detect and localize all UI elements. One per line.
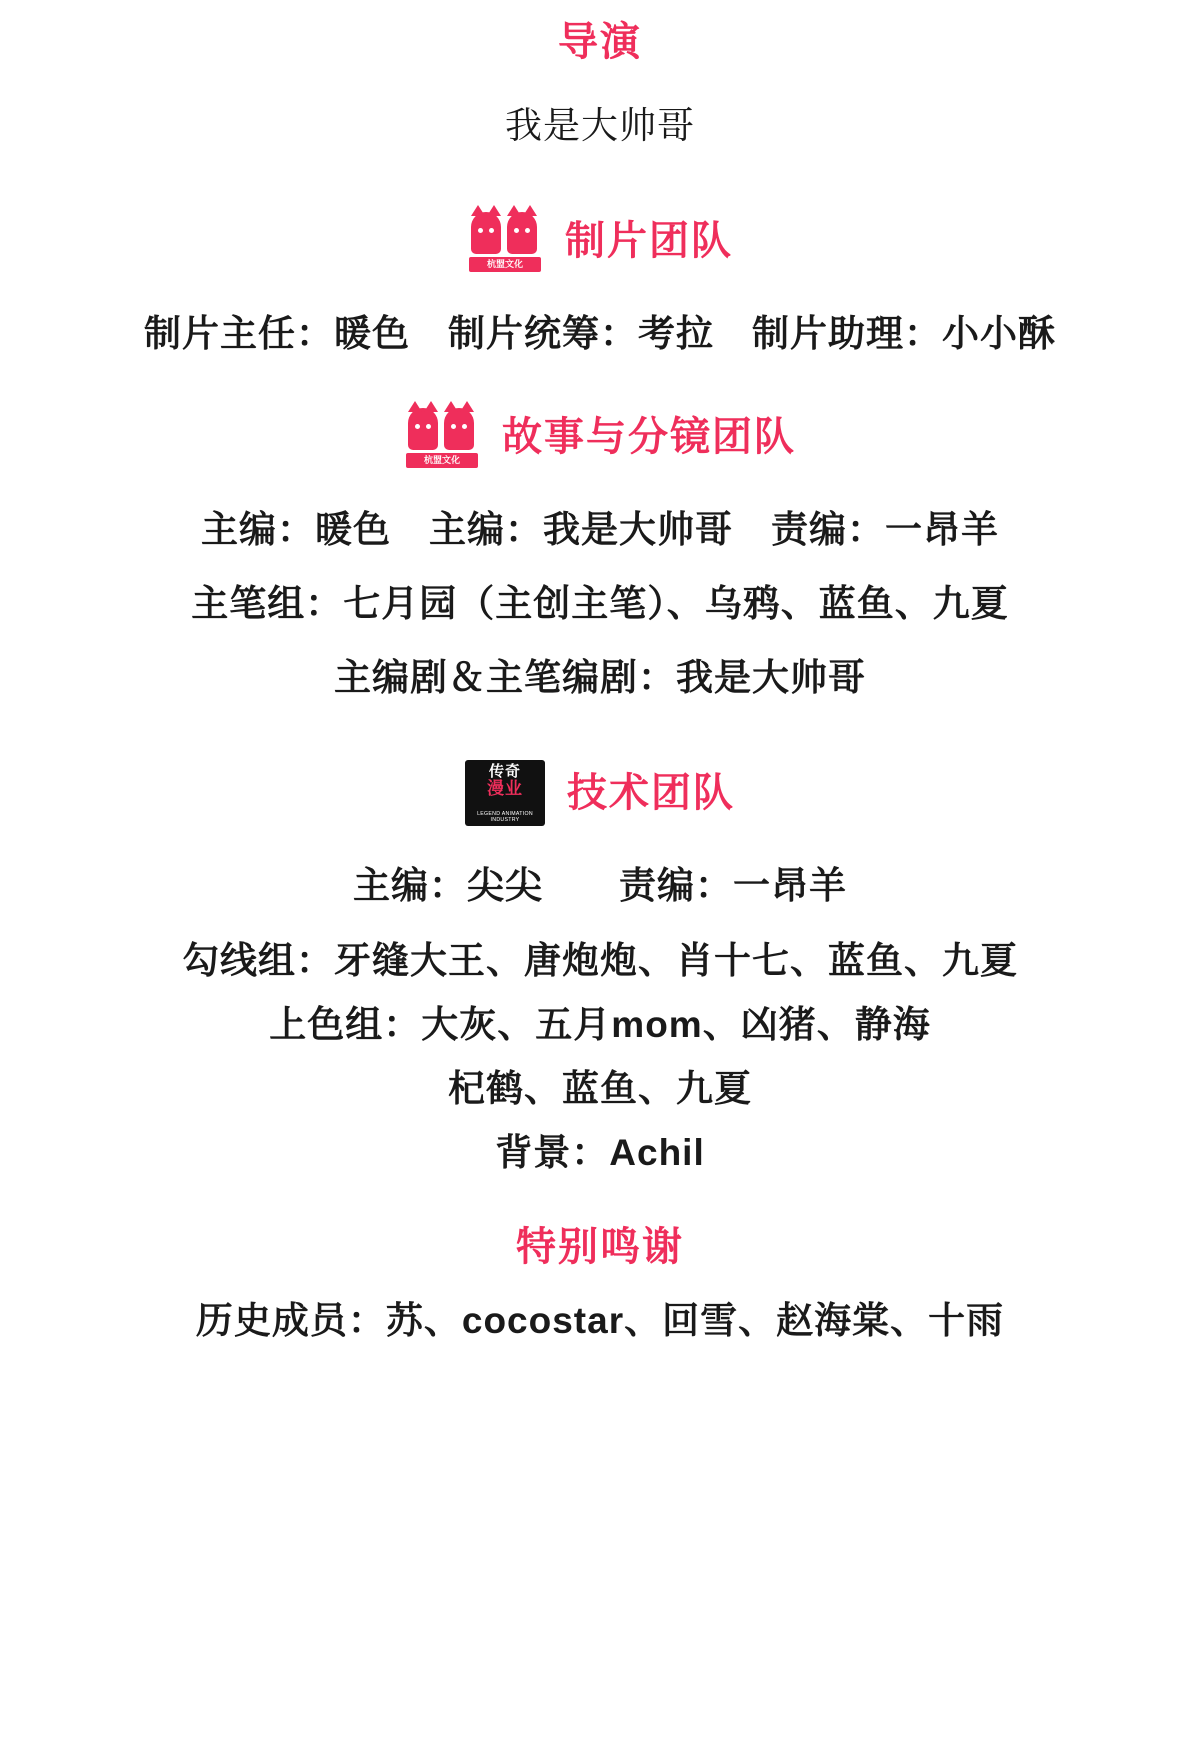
credit-line: 制片主任：暖色 制片统筹：考拉 制片助理：小小酥 xyxy=(144,313,1056,355)
credit-line: 杞鹤、蓝鱼、九夏 xyxy=(448,1067,752,1109)
legend-animation-logo-mid-text: 漫业 xyxy=(487,779,523,799)
section-header-technical-team xyxy=(465,760,735,826)
credit-line: 主编剧＆主笔编剧：我是大帅哥 xyxy=(334,657,866,699)
section-title-special-thanks: 特别鸣谢 xyxy=(516,1224,684,1269)
credit-line: 我是大帅哥 xyxy=(505,105,695,146)
credit-line: 主编：暖色 主编：我是大帅哥 责编：一昂羊 xyxy=(201,509,999,551)
credit-line: 勾线组：牙缝大王、唐炮炮、肖十七、蓝鱼、九夏 xyxy=(182,939,1018,981)
credit-line: 主编：尖尖 责编：一昂羊 xyxy=(353,865,847,907)
credit-line: 主笔组：七月园（主创主笔）、乌鸦、蓝鱼、九夏 xyxy=(191,583,1009,625)
credit-line: 历史成员：苏、cocostar、回雪、赵海棠、十雨 xyxy=(195,1299,1005,1341)
legend-animation-logo-en-text: LEGEND ANIMATION INDUSTRY xyxy=(477,811,533,824)
legend-animation-logo-icon xyxy=(465,760,545,826)
credit-line: 上色组：大灰、五月mom、凶猪、静海 xyxy=(269,1003,931,1045)
section-title-technical-team: 技术团队 xyxy=(567,771,735,816)
section-header-production-team xyxy=(467,208,733,274)
section-header-story-storyboard-team xyxy=(404,404,796,470)
hangmeng-culture-logo-text: 杭盟文化 xyxy=(469,257,541,272)
section-title-production-team: 制片团队 xyxy=(565,219,733,264)
section-title-story-storyboard-team: 故事与分镜团队 xyxy=(502,415,796,460)
hangmeng-culture-logo-icon xyxy=(467,208,543,274)
hangmeng-culture-logo-icon xyxy=(404,404,480,470)
credit-line: 背景：Achil xyxy=(495,1131,705,1173)
hangmeng-culture-logo-text: 杭盟文化 xyxy=(406,453,478,468)
legend-animation-logo-top-text: 传奇 xyxy=(488,763,521,781)
section-title-director: 导演 xyxy=(558,20,642,64)
